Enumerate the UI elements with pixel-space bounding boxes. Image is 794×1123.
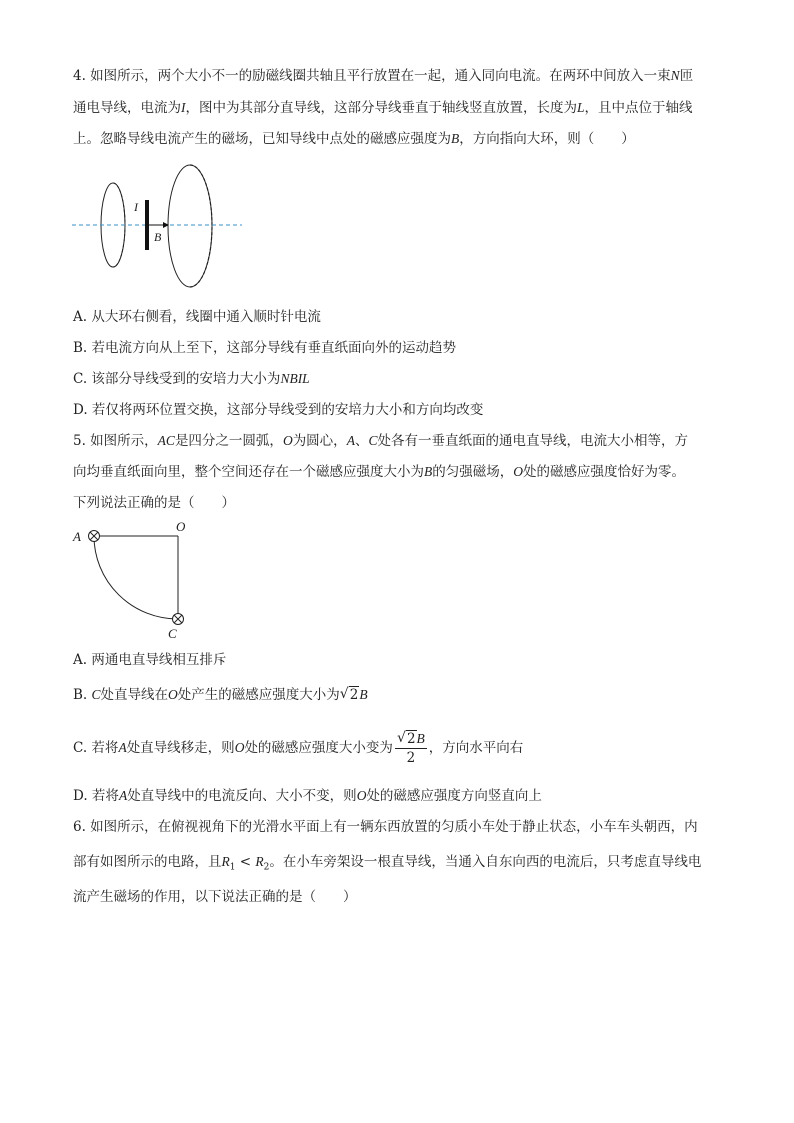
q5-line2: 向均垂直纸面向里，整个空间还存在一个磁感应强度大小为B的匀强磁场，O处的磁感应强度恰好为零。 xyxy=(73,464,685,480)
large-coil-back xyxy=(190,165,212,287)
label-o: O xyxy=(176,519,186,534)
label-a: A xyxy=(73,529,81,544)
q4-option-b: B. 若电流方向从上至下，这部分导线有垂直纸面向外的运动趋势 xyxy=(73,340,457,356)
q4-line2: 通电导线，电流为I，图中为其部分直导线，这部分导线垂直于轴线竖直放置，长度为L，且中点位于轴线 xyxy=(73,100,693,116)
q4-option-d: D. 若仅将两环位置交换，这部分导线受到的安培力大小和方向均改变 xyxy=(73,402,484,418)
q4-line1: 4. 如图所示，两个大小不一的励磁线圈共轴且平行放置在一起，通入同向电流。在两环中间放入一束N匝 xyxy=(73,68,694,84)
label-b: B xyxy=(154,230,162,244)
q5-option-c: C. 若将A处直导线移走，则O处的磁感应强度大小变为 √ 2B 2 ，方向水平向右 xyxy=(73,730,524,766)
q5-option-d: D. 若将A处直导线中的电流反向、大小不变，则O处的磁感应强度方向竖直向上 xyxy=(73,788,542,804)
q4-option-a: A. 从大环右侧看，线圈中通入顺时针电流 xyxy=(73,309,321,325)
q4-option-c: C. 该部分导线受到的安培力大小为NBIL xyxy=(73,371,310,387)
q5-option-a: A. 两通电直导线相互排斥 xyxy=(73,652,227,668)
q6-line2: 部有如图所示的电路，且$R_1 < R_2$。在小车旁架设一根直导线，当通入自东向西的电流后，只考虑直导线电 xyxy=(73,854,702,873)
arc-ac xyxy=(94,536,178,619)
q5-option-b: B. C处直导线在O处产生的磁感应强度大小为 √ 2B xyxy=(73,686,368,703)
q6-line3: 流产生磁场的作用，以下说法正确的是（ ） xyxy=(73,889,357,905)
q6-line1: 6. 如图所示，在俯视视角下的光滑水平面上有一辆东西放置的匀质小车处于静止状态，小车车头朝西，内 xyxy=(73,819,698,835)
q5-line3: 下列说法正确的是（ ） xyxy=(73,495,235,511)
fraction-sqrt2b-over-2: √ 2B 2 xyxy=(396,730,425,766)
label-c: C xyxy=(168,626,177,641)
q4-figure-coils xyxy=(70,162,245,292)
label-i: I xyxy=(134,200,138,214)
q5-line1: 5. 如图所示，AC是四分之一圆弧，O为圆心，A、C处各有一垂直纸面的通电直导线，电流大小相等，方 xyxy=(73,433,688,449)
current-into-page-icon-a xyxy=(89,531,100,542)
wire-segment xyxy=(145,200,149,250)
q5-figure-arc xyxy=(70,518,190,643)
current-into-page-icon-c xyxy=(173,614,184,625)
q4-line3: 上。忽略导线电流产生的磁场，已知导线中点处的磁感应强度为B，方向指向大环，则（ ） xyxy=(73,131,635,147)
sqrt-2-b: √ 2 xyxy=(339,686,359,703)
